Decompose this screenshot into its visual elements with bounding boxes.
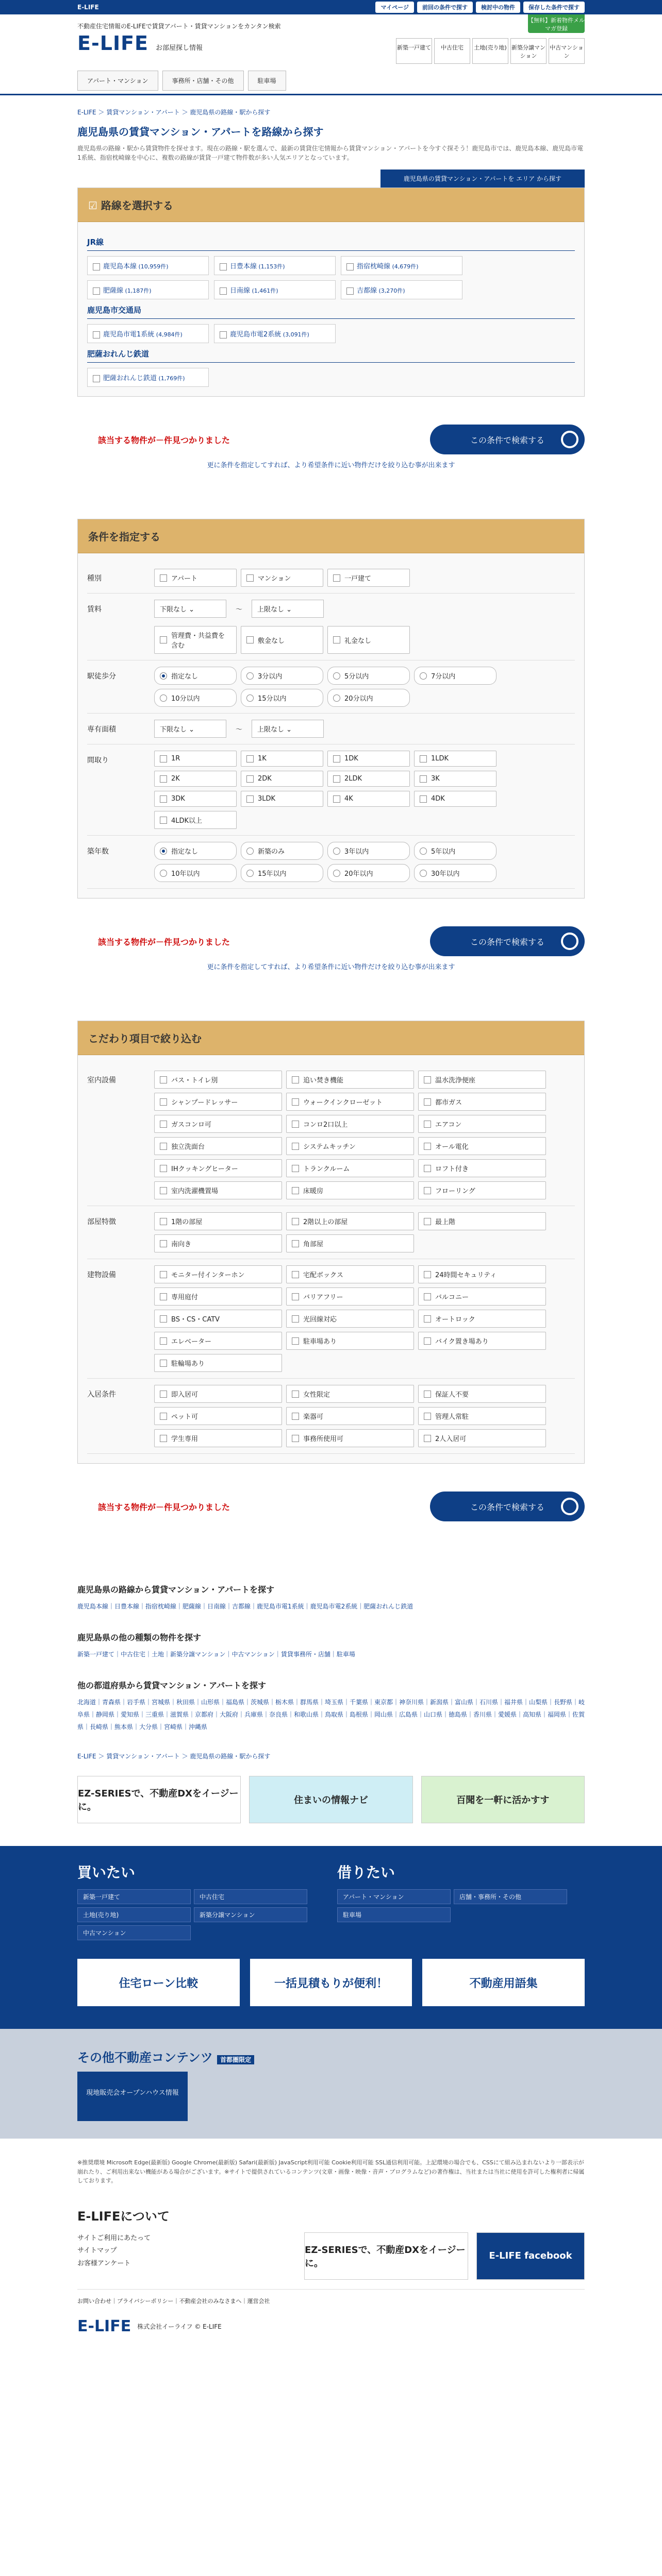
- route-group-title: JR線: [87, 236, 575, 251]
- buy-heading: 買いたい: [77, 1864, 136, 1881]
- radio-icon: [246, 694, 254, 702]
- checkbox-icon: [424, 1337, 431, 1345]
- openhouse-banner[interactable]: 現地販売会オープンハウス情報: [77, 2072, 188, 2121]
- brand-label[interactable]: E-LIFE: [77, 4, 99, 11]
- radio-icon: [246, 672, 254, 680]
- filter-label: 室内設備: [87, 1076, 116, 1084]
- checkbox-icon: [160, 1218, 167, 1225]
- filter-option[interactable]: 南向き: [154, 1234, 282, 1252]
- filter-option[interactable]: バルコニー: [418, 1287, 546, 1306]
- radio-icon: [246, 848, 254, 855]
- filter-option[interactable]: 追い焚き機能: [286, 1071, 414, 1089]
- filter-option[interactable]: 即入居可: [154, 1385, 282, 1403]
- checkbox-icon: [292, 1143, 299, 1150]
- buy-rent-section: [0, 1846, 662, 2029]
- checkbox-icon: [424, 1187, 431, 1194]
- tab-office[interactable]: 事務所・店舗・その他: [162, 71, 244, 91]
- filter-option[interactable]: モニター付インターホン: [154, 1265, 282, 1283]
- checkbox-icon: [292, 1165, 299, 1172]
- checkbox-icon: [333, 636, 340, 643]
- checkbox-icon: [424, 1121, 431, 1128]
- filter-label: 種別: [87, 574, 102, 583]
- condition-box: [77, 519, 585, 899]
- radio-icon: [333, 848, 340, 855]
- buy-new-mansion[interactable]: 新築分譲マンション: [194, 1907, 307, 1922]
- filter-option[interactable]: 専用庭付: [154, 1287, 282, 1306]
- nav-used-house[interactable]: 中古住宅: [434, 38, 470, 64]
- search-button-label-3: この条件で検索する: [470, 1502, 544, 1512]
- filter-option[interactable]: 2K: [154, 771, 237, 787]
- filter-option[interactable]: 駐輪場あり: [154, 1354, 282, 1372]
- checkbox-icon: [292, 1293, 299, 1300]
- saved-condition-button[interactable]: 保存した条件で探す: [523, 2, 585, 13]
- nav-new-house[interactable]: 新築一戸建て: [396, 38, 432, 64]
- filter-option[interactable]: トランクルーム: [286, 1159, 414, 1177]
- buy-used-mansion[interactable]: 中古マンション: [77, 1925, 191, 1940]
- filter-option[interactable]: 4LDK以上: [154, 811, 237, 829]
- filter-option[interactable]: マンション: [241, 569, 323, 587]
- filter-option[interactable]: 24時間セキュリティ: [418, 1265, 546, 1283]
- filter-option[interactable]: 1R: [154, 751, 237, 767]
- filter-option[interactable]: 礼金なし: [327, 626, 410, 654]
- rent-parking[interactable]: 駐車場: [337, 1907, 451, 1922]
- filter-option[interactable]: 敷金なし: [241, 626, 323, 654]
- checkbox-icon: [420, 795, 427, 803]
- checkbox-icon: [160, 1315, 167, 1323]
- tab-apartment[interactable]: アパート・マンション: [77, 71, 158, 91]
- filter-row: [87, 1206, 575, 1259]
- filter-option[interactable]: バイク置き場あり: [418, 1332, 546, 1350]
- nav-land[interactable]: 土地(売り地): [472, 38, 508, 64]
- filter-radio[interactable]: 15分以内: [241, 689, 323, 707]
- filter-option[interactable]: 独立洗面台: [154, 1137, 282, 1155]
- filter-label: 専有面積: [87, 725, 116, 734]
- range-select[interactable]: 下限なし ⌄: [154, 600, 226, 618]
- filter-option[interactable]: 2LDK: [327, 771, 410, 787]
- nav-used-mansion[interactable]: 中古マンション: [549, 38, 585, 64]
- filter-row: [87, 660, 575, 714]
- filter-option[interactable]: シャンプードレッサー: [154, 1093, 282, 1111]
- lead-text: 鹿児島県の路線・駅から賃貸物件を探せます。現在の路線・駅を選んで、最新の賃貸住宅情報から賃貸マンション・アパートを今すぐ探そう！鹿児島市では、鹿児島本線、鹿児島市電1系統、指宿枕崎線を中心に、複数の路線が賃貸一戸建て物件数が多い人気エリアとなっています。: [77, 145, 584, 161]
- filter-radio[interactable]: 指定なし: [154, 667, 237, 685]
- pref-links[interactable]: 北海道｜青森県｜岩手県｜宮城県｜秋田県｜山形県｜福島県｜茨城県｜栃木県｜群馬県｜埼玉県｜千葉県｜東京都｜神奈川県｜新潟県｜富山県｜石川県｜福井県｜山梨県｜長野県｜岐阜県｜静岡県｜愛知県｜三重県｜滋賀県｜京都府｜大阪府｜兵庫県｜奈良県｜和歌山県｜鳥取県｜島根県｜岡山県｜広島県｜山口県｜徳島県｜香川県｜愛媛県｜高知県｜福岡県｜佐賀県｜長崎県｜熊本県｜大分県｜宮崎県｜沖縄県: [77, 1699, 585, 1731]
- search-button[interactable]: [430, 425, 585, 454]
- filter-option[interactable]: バス・トイレ別: [154, 1071, 282, 1089]
- header: [77, 14, 585, 63]
- filter-label: 入居条件: [87, 1391, 116, 1399]
- checkbox-icon: [160, 755, 167, 762]
- checkbox-icon: [160, 1187, 167, 1194]
- checkbox-icon: [246, 574, 254, 582]
- about-heading: E-LIFEについて: [77, 2209, 170, 2224]
- route-item[interactable]: 肥薩おれんじ鉄道 (1,769件): [87, 368, 209, 387]
- result-row-3: [77, 1492, 585, 1521]
- filter-row: [87, 1259, 575, 1379]
- filter-option[interactable]: 3LDK: [241, 791, 323, 807]
- route-box: [77, 188, 585, 397]
- filter-label: 築年数: [87, 848, 109, 856]
- checkbox-icon: [246, 795, 254, 803]
- filter-option[interactable]: 都市ガス: [418, 1093, 546, 1111]
- checkbox-icon: [160, 1240, 167, 1247]
- about-survey[interactable]: お客様アンケート: [77, 2260, 131, 2268]
- area-search-button[interactable]: 鹿児島県の賃貸マンション・アパートを エリア から探す: [380, 170, 585, 188]
- sumai-navi-banner[interactable]: 住まいの情報ナビ: [249, 1776, 412, 1823]
- checkbox-icon: [246, 755, 254, 762]
- filter-row: [87, 836, 575, 889]
- route-item[interactable]: 日南線 (1,461件): [214, 280, 336, 299]
- checkbox-icon: [160, 1293, 167, 1300]
- last-condition-button[interactable]: 前回の条件で探す: [417, 2, 473, 13]
- search-icon: [561, 1498, 578, 1515]
- buy-new-house[interactable]: 新築一戸建て: [77, 1889, 191, 1904]
- radio-icon: [333, 694, 340, 702]
- route-heading: ☑ 路線を選択する: [78, 188, 584, 222]
- tagline: 不動産住宅情報のE-LIFEで賃貸アパート・賃貸マンションをカンタン検索: [77, 23, 281, 30]
- links-heading-pref: 他の都道府県から賃貸マンション・アパートを探す: [77, 1681, 267, 1690]
- checkbox-icon: [424, 1435, 431, 1442]
- newsletter-button[interactable]: 【無料】新着物件メルマガ登録: [528, 14, 585, 33]
- breadcrumb[interactable]: E-LIFE ＞ 賃貸マンション・アパート ＞ 鹿児島県の路線・駅から探す: [77, 109, 271, 116]
- filter-radio[interactable]: 30年以内: [414, 864, 496, 882]
- filter-radio[interactable]: 20年以内: [327, 864, 410, 882]
- filter-option[interactable]: オール電化: [418, 1137, 546, 1155]
- filter-option[interactable]: 事務所使用可: [286, 1429, 414, 1447]
- checkbox-icon: [292, 1098, 299, 1106]
- search-icon: [561, 431, 578, 448]
- checkbox-icon: [160, 1360, 167, 1367]
- filter-option[interactable]: 室内洗濯機置場: [154, 1181, 282, 1199]
- checkbox-icon: [160, 1391, 167, 1398]
- search-button-label: この条件で検索する: [470, 435, 544, 445]
- filter-option[interactable]: 学生専用: [154, 1429, 282, 1447]
- range-select[interactable]: 上限なし ⌄: [252, 720, 324, 738]
- top-bar: [0, 0, 662, 14]
- filter-option[interactable]: フローリング: [418, 1181, 546, 1199]
- footer-logo: E-LIFE: [77, 2317, 131, 2335]
- ez-series-banner[interactable]: EZ-SERIESで、不動産DXをイージーに。: [77, 1776, 241, 1823]
- checkbox-icon: [424, 1391, 431, 1398]
- filter-radio[interactable]: 15年以内: [241, 864, 323, 882]
- range-select[interactable]: 下限なし ⌄: [154, 720, 226, 738]
- filter-label: 駅徒歩分: [87, 672, 116, 681]
- filter-option[interactable]: 女性限定: [286, 1385, 414, 1403]
- filter-option[interactable]: 最上階: [418, 1212, 546, 1230]
- radio-icon: [160, 870, 167, 877]
- hyakubun-banner[interactable]: 百聞を一軒に活かすす: [421, 1776, 585, 1823]
- route-links[interactable]: 鹿児島本線｜日豊本線｜指宿枕崎線｜肥薩線｜日南線｜吉都線｜鹿児島市電1系統｜鹿児島市電2系統｜肥薩おれんじ鉄道: [77, 1603, 413, 1610]
- filter-radio[interactable]: 5分以内: [327, 667, 410, 685]
- filter-row: 賃料 下限なし ⌄ ～ 上限なし ⌄ 管理費・共益費を含む 敷金なし 礼金なし: [87, 594, 575, 660]
- checkbox-icon: [292, 1413, 299, 1420]
- rent-office[interactable]: 店舗・事務所・その他: [454, 1889, 567, 1904]
- checkbox-icon: [333, 775, 340, 783]
- filter-option[interactable]: 管理人常駐: [418, 1407, 546, 1425]
- filter-option[interactable]: ロフト付き: [418, 1159, 546, 1177]
- filter-option[interactable]: 楽器可: [286, 1407, 414, 1425]
- radio-icon: [333, 672, 340, 680]
- filter-option[interactable]: 1K: [241, 751, 323, 767]
- radio-icon: [420, 848, 427, 855]
- filter-option[interactable]: バリアフリー: [286, 1287, 414, 1306]
- radio-icon: [246, 870, 254, 877]
- radio-icon: [420, 870, 427, 877]
- about-sitemap[interactable]: サイトマップ: [77, 2247, 117, 2255]
- filter-option[interactable]: 3K: [414, 771, 496, 787]
- route-item[interactable]: 日豊本線 (1,153件): [214, 256, 336, 275]
- links-heading-route: 鹿児島県の路線から賃貸マンション・アパートを探す: [77, 1585, 275, 1595]
- checkbox-icon: [292, 1240, 299, 1247]
- filter-option[interactable]: 3DK: [154, 791, 237, 807]
- checkbox-icon: [292, 1121, 299, 1128]
- footer-links: [77, 1583, 585, 1733]
- filter-option[interactable]: エレベーター: [154, 1332, 282, 1350]
- result-row-2: [77, 926, 585, 956]
- breadcrumb-bottom[interactable]: E-LIFE ＞ 賃貸マンション・アパート ＞ 鹿児島県の路線・駅から探す: [77, 1753, 271, 1760]
- checkbox-icon: [424, 1143, 431, 1150]
- glossary-banner[interactable]: 不動産用語集: [422, 1959, 585, 2006]
- filter-label: 賃料: [87, 605, 102, 614]
- filter-option[interactable]: BS・CS・CATV: [154, 1310, 282, 1328]
- result-row: [77, 425, 585, 454]
- filter-option[interactable]: 4DK: [414, 791, 496, 807]
- checkbox-icon: [292, 1271, 299, 1278]
- checkbox-icon: [333, 795, 340, 803]
- filter-radio[interactable]: 5年以内: [414, 842, 496, 860]
- checkbox-icon: [424, 1098, 431, 1106]
- filter-row: [87, 563, 575, 594]
- radio-icon: [333, 870, 340, 877]
- filter-option[interactable]: 管理費・共益費を含む: [154, 626, 237, 654]
- checkbox-icon: [420, 775, 427, 783]
- search-button-label-2: この条件で検索する: [470, 937, 544, 947]
- filter-radio[interactable]: 3分以内: [241, 667, 323, 685]
- checkbox-icon: [160, 775, 167, 783]
- loan-banner[interactable]: 住宅ローン比較: [77, 1959, 240, 2006]
- filter-option[interactable]: オートロック: [418, 1310, 546, 1328]
- corp-row: [77, 2317, 585, 2354]
- checkbox-icon: [424, 1315, 431, 1323]
- filter-row: 専有面積 下限なし ⌄ ～ 上限なし ⌄: [87, 714, 575, 744]
- filter-option[interactable]: 4K: [327, 791, 410, 807]
- other-contents: [0, 2029, 662, 2139]
- ez-series-banner-2[interactable]: EZ-SERIESで、不動産DXをイージーに。: [304, 2232, 468, 2280]
- checkbox-icon: [160, 636, 167, 643]
- filter-option[interactable]: IHクッキングヒーター: [154, 1159, 282, 1177]
- checkbox-icon: [160, 1165, 167, 1172]
- filter-label: 部屋特徴: [87, 1218, 116, 1226]
- tab-parking[interactable]: 駐車場: [248, 71, 286, 91]
- checkbox-icon: [292, 1391, 299, 1398]
- route-group-title: 肥薩おれんじ鉄道: [87, 348, 575, 363]
- checkbox-icon: [424, 1076, 431, 1083]
- filter-option[interactable]: 角部屋: [286, 1234, 414, 1252]
- checkbox-icon: [246, 636, 254, 643]
- considered-button[interactable]: 検討中の物件: [476, 2, 520, 13]
- route-item[interactable]: 肥薩線 (1,187件): [87, 280, 209, 299]
- filter-option[interactable]: ウォークインクローゼット: [286, 1093, 414, 1111]
- checkbox-icon: [160, 1413, 167, 1420]
- copyright: 株式会社イーライフ © E-LIFE: [137, 2323, 222, 2330]
- filter-option[interactable]: 床暖房: [286, 1181, 414, 1199]
- checkbox-icon: [160, 1098, 167, 1106]
- other-heading: その他不動産コンテンツ 首都圏限定: [77, 2047, 585, 2065]
- radio-icon: [160, 848, 167, 855]
- banner-row: [77, 1776, 585, 1823]
- checkbox-icon: [292, 1315, 299, 1323]
- logo[interactable]: E-LIFE: [77, 32, 148, 55]
- checkbox-icon: [424, 1165, 431, 1172]
- result-count: 該当する物件が－件見つかりました: [98, 435, 230, 445]
- filter-option[interactable]: 1LDK: [414, 751, 496, 767]
- logo-subtitle: お部屋探し情報: [156, 44, 203, 52]
- filter-option[interactable]: 光回線対応: [286, 1310, 414, 1328]
- filter-option[interactable]: 1DK: [327, 751, 410, 767]
- checkbox-icon: [160, 1076, 167, 1083]
- buy-land[interactable]: 土地(売り地): [77, 1907, 191, 1922]
- checkbox-icon: [292, 1218, 299, 1225]
- filter-option[interactable]: 1階の部屋: [154, 1212, 282, 1230]
- mypage-button[interactable]: マイページ: [375, 2, 414, 13]
- estimate-banner[interactable]: 一括見積もりが便利！: [250, 1959, 412, 2006]
- nav-new-mansion[interactable]: 新築分譲マンション: [510, 38, 547, 64]
- refine-note-2: 更に条件を指定してすれば、より希望条件に近い物件だけを絞り込む事が出来ます: [207, 963, 455, 971]
- about-section: [77, 2206, 585, 2354]
- facebook-banner[interactable]: E-LIFE facebook: [476, 2232, 585, 2280]
- checkbox-icon: [424, 1271, 431, 1278]
- checkbox-icon: [160, 817, 167, 824]
- filter-option[interactable]: アパート: [154, 569, 237, 587]
- header-nav: [396, 38, 585, 64]
- checkbox-icon: [292, 1187, 299, 1194]
- checkbox-icon: [292, 1337, 299, 1345]
- checkbox-icon: [160, 574, 167, 582]
- checkbox-icon: [246, 775, 254, 783]
- buy-used-house[interactable]: 中古住宅: [194, 1889, 307, 1904]
- filter-row: [87, 1064, 575, 1206]
- search-button-2[interactable]: [430, 926, 585, 956]
- route-item[interactable]: 鹿児島市電1系統 (4,984件): [87, 324, 209, 343]
- type-links[interactable]: 新築一戸建て｜中古住宅｜土地｜新築分譲マンション｜中古マンション｜賃貸事務所・店舗｜駐車場: [77, 1651, 355, 1658]
- filter-option[interactable]: 2階以上の部屋: [286, 1212, 414, 1230]
- checkbox-icon: [160, 1143, 167, 1150]
- checkbox-icon: [160, 1337, 167, 1345]
- filter-row: [87, 1379, 575, 1454]
- bottom-links[interactable]: お問い合わせ｜プライバシーポリシー｜不動産会社のみなさまへ｜運営会社: [77, 2289, 585, 2305]
- filter-label: 建物設備: [87, 1271, 116, 1279]
- route-item[interactable]: 鹿児島本線 (10,959件): [87, 256, 209, 275]
- result-count-3: 該当する物件が－件見つかりました: [98, 1502, 230, 1512]
- checkbox-icon: [424, 1218, 431, 1225]
- checkbox-icon: [160, 1121, 167, 1128]
- filter-row: [87, 744, 575, 836]
- filter-option[interactable]: 保証人不要: [418, 1385, 546, 1403]
- filter-radio[interactable]: 指定なし: [154, 842, 237, 860]
- filter-option[interactable]: 宅配ボックス: [286, 1265, 414, 1283]
- filter-option[interactable]: ペット可: [154, 1407, 282, 1425]
- area-badge: 首都圏限定: [217, 2055, 254, 2064]
- result-count-2: 該当する物件が－件見つかりました: [98, 937, 230, 947]
- range-select[interactable]: 上限なし ⌄: [252, 600, 324, 618]
- filter-option[interactable]: 2DK: [241, 771, 323, 787]
- filter-radio[interactable]: 10年以内: [154, 864, 237, 882]
- checkbox-icon: [160, 1271, 167, 1278]
- kodawari-heading: こだわり項目で絞り込む: [78, 1021, 584, 1055]
- route-item[interactable]: 吉都線 (3,270件): [341, 280, 462, 299]
- checkbox-icon: [292, 1435, 299, 1442]
- about-usage[interactable]: サイトご利用にあたって: [77, 2234, 151, 2242]
- page-title: 鹿児島県の賃貸マンション・アパートを路線から探す: [77, 126, 324, 138]
- filter-option[interactable]: 駐車場あり: [286, 1332, 414, 1350]
- filter-option[interactable]: コンロ2口以上: [286, 1115, 414, 1133]
- links-heading-type: 鹿児島県の他の種類の物件を探す: [77, 1633, 202, 1642]
- route-item[interactable]: 指宿枕崎線 (4,679件): [341, 256, 462, 275]
- checkbox-icon: ☑: [88, 199, 101, 212]
- checkbox-icon: [333, 755, 340, 762]
- refine-note: 更に条件を指定してすれば、より希望条件に近い物件だけを絞り込む事が出来ます: [207, 462, 455, 469]
- filter-option[interactable]: システムキッチン: [286, 1137, 414, 1155]
- radio-icon: [160, 672, 167, 680]
- filter-option[interactable]: エアコン: [418, 1115, 546, 1133]
- search-button-3[interactable]: [430, 1492, 585, 1521]
- checkbox-icon: [160, 1435, 167, 1442]
- filter-label: 間取り: [87, 756, 109, 765]
- filter-radio[interactable]: 7分以内: [414, 667, 496, 685]
- route-item[interactable]: 鹿児島市電2系統 (3,091件): [214, 324, 336, 343]
- kodawari-box: [77, 1021, 585, 1464]
- radio-icon: [420, 672, 427, 680]
- rent-heading: 借りたい: [337, 1864, 395, 1881]
- category-tabs: [0, 63, 662, 95]
- filter-option[interactable]: ガスコンロ可: [154, 1115, 282, 1133]
- checkbox-icon: [292, 1076, 299, 1083]
- filter-radio[interactable]: 10分以内: [154, 689, 237, 707]
- checkbox-icon: [333, 574, 340, 582]
- filter-radio[interactable]: 3年以内: [327, 842, 410, 860]
- route-group-title: 鹿児島市交通局: [87, 304, 575, 319]
- filter-option[interactable]: 一戸建て: [327, 569, 410, 587]
- environment-info: ※推奨環境 Microsoft Edge(最新版) Google Chrome(最新版) Safari(最新版) JavaScript利用可能 Cookie利用可能 SSL通信利用可能。上記環境の場合でも、CSSにて組み込まれないより一部表示が崩れたり、ご利用出来ない機能がある場合がございます。※サイトで提供されているコンテンツ(文章・画像・映像・音声・プログラムなど)の著作権は、当社または当社に使用を許可した権利者に帰属しております。: [77, 2159, 585, 2184]
- search-icon: [561, 933, 578, 950]
- filter-option[interactable]: 2人入居可: [418, 1429, 546, 1447]
- checkbox-icon: [424, 1413, 431, 1420]
- checkbox-icon: [160, 795, 167, 803]
- rent-apartment[interactable]: アパート・マンション: [337, 1889, 451, 1904]
- condition-heading: 条件を指定する: [78, 519, 584, 553]
- radio-icon: [160, 694, 167, 702]
- filter-radio[interactable]: 20分以内: [327, 689, 410, 707]
- filter-option[interactable]: 温水洗浄便座: [418, 1071, 546, 1089]
- filter-radio[interactable]: 新築のみ: [241, 842, 323, 860]
- checkbox-icon: [420, 755, 427, 762]
- checkbox-icon: [424, 1293, 431, 1300]
